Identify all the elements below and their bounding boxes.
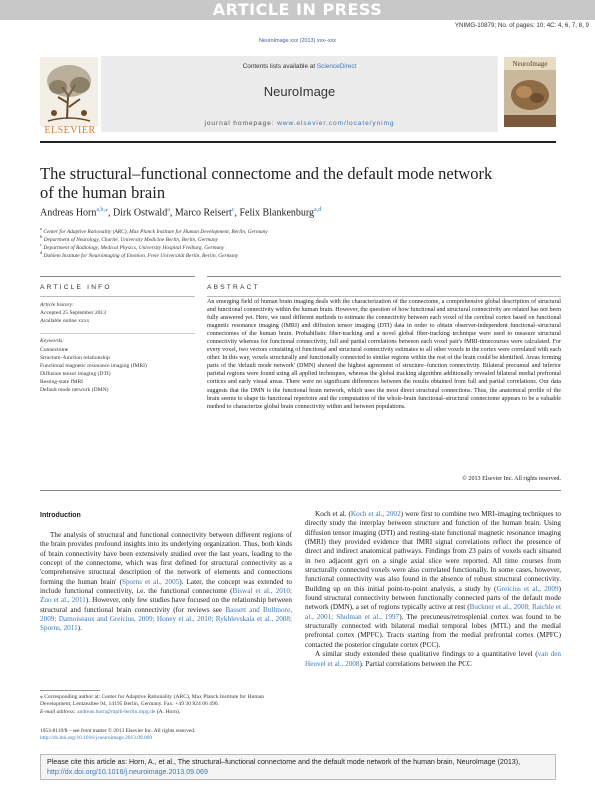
keywords-rule <box>40 333 195 334</box>
affiliation-mark: d <box>40 250 43 255</box>
issn-line: 1053-8119/$ – see front matter © 2013 Elsevier Inc. All rights reserved. <box>40 728 196 734</box>
affiliation-text: Department of Neurology, Charité, University Medicine Berlin, Berlin, Germany <box>42 236 218 243</box>
email-suffix: (A. Horn). <box>155 708 181 715</box>
affiliation-d <box>40 250 238 259</box>
paragraph-text: A similar study extended these qualitative findings to a quantitative level ( <box>315 650 538 659</box>
intro-right-column <box>305 510 561 669</box>
keyword-item: Default mode network (DMN) <box>40 387 109 393</box>
manuscript-id-line: YNIMG-10879; No. of pages: 10; 4C: 4, 6, 7, 8, 9 <box>454 22 589 29</box>
issn-doi-link[interactable]: http://dx.doi.org/10.1016/j.neuroimage.2013.09.069 <box>40 735 153 741</box>
affiliation-mark: b <box>40 234 43 239</box>
author-affiliation-mark[interactable]: c <box>231 207 235 213</box>
citation-link[interactable]: Greicius et al., 2009 <box>496 584 559 593</box>
paragraph-text: ). The precuneus/retrosplenial cortex was found to be structurally connected with bilateral medial temporal lobes (MTL) and the medial prefrontal cortex (MPFC). Tracts starting from the medial prefrontal cortex (MPFC) contacted the posterior cingulate cortex (PCC). <box>305 612 561 649</box>
paragraph-text: ) found structural connectivity between functionally connected parts of the default mode network (DMN), a set of regions typically active at rest ( <box>305 584 561 612</box>
author-separator: , <box>169 207 175 219</box>
contents-line <box>101 63 498 70</box>
introduction-heading: Introduction <box>40 512 81 519</box>
article-info-rule <box>40 296 195 297</box>
paragraph-text: ). However, only few studies have focused on the relationship between structural and functional brain connectivity (for reviews see <box>40 596 292 614</box>
intro-left-column <box>40 531 292 634</box>
history-label: Article history: <box>40 302 75 308</box>
homepage-prefix: journal homepage: <box>204 120 278 127</box>
paragraph-text: ) were first to combine two MRI-imaging techniques to directly study the interplay between structure and function of the human brain. Using diffusion tensor imaging (DTI) and resting-state functional magnetic resonance imaging (fMRI) they provided evidence that fMRI signal correlations reflect the presence of direct and indirect anatomical pathways. Findings from 23 pairs of voxels each situated in two adjacent gyri on a single axial slice were reported. All time courses from structurally connected voxels were also correlated functionally. In some cases, however, functional connectivity was also found in the absence of robust structural connectivity. Building up on this initial point-to-point analysis, a study by ( <box>305 510 561 593</box>
article-in-press-banner: ARTICLE IN PRESS <box>0 0 595 20</box>
author-separator: , <box>234 207 240 219</box>
citation-link[interactable]: van den Heuvel et al., 2008 <box>305 650 561 668</box>
cite-text: Please cite this article as: Horn, A., et al., The structural–functional connectome and the default mode network of the human brain, NeuroImage (2013), <box>47 758 521 766</box>
article-title: The structural–functional connectome and the default mode network of the human brain <box>40 164 493 202</box>
abstract-rule-top <box>207 276 561 277</box>
abstract-copyright: © 2013 Elsevier Inc. All rights reserved. <box>462 476 561 482</box>
available-online: Available online xxxx <box>40 318 90 324</box>
keyword-item: Structure–function relationship <box>40 355 110 361</box>
sciencedirect-link[interactable]: ScienceDirect <box>316 63 357 70</box>
affiliation-text: Dahlem Institute for Neuroimaging of Emotion, Freie Universität Berlin, Berlin, Germany <box>42 252 239 259</box>
author-name: Marco Reisert <box>174 207 232 219</box>
corresponding-author-footnote <box>40 694 292 716</box>
keyword-item: Resting-state fMRI <box>40 379 84 385</box>
abstract-rule-bottom <box>40 490 561 491</box>
citation-link[interactable]: Sporns et al., 2005 <box>121 577 180 586</box>
author-affiliation-mark[interactable]: a <box>167 207 170 213</box>
citation-link[interactable]: Biswal et al., 2010; Zuo et al., 2011 <box>40 587 292 605</box>
elsevier-wordmark: ELSEVIER <box>44 125 96 136</box>
journal-name: NeuroImage <box>263 84 336 99</box>
paragraph <box>305 650 561 669</box>
paragraph-text: ). <box>77 624 82 633</box>
paragraph-text: The analysis of structural and functional connectivity between different regions of the brain provides profound insights into its underlying organization. Thus, both kinds of brain connectivity have been extensively studied over the last years, leading to the concept of the connectome, which was first defined for structural connectivity as a 'comprehensive structural description of the network of elements and connections forming the human brain' ( <box>40 531 292 586</box>
paragraph-text: ). Partial correlations between the PCC <box>359 659 472 668</box>
header-divider <box>40 141 556 143</box>
article-info-heading: ARTICLE INFO <box>40 284 112 291</box>
author-list <box>40 206 321 218</box>
citation-link[interactable]: Koch et al., 2002 <box>350 510 401 518</box>
paragraph <box>305 510 561 650</box>
journal-homepage-link[interactable]: www.elsevier.com/locate/ynimg <box>277 120 395 127</box>
cite-this-article-box <box>40 754 556 780</box>
author-affiliation-mark[interactable]: a,d <box>314 207 322 213</box>
author-name: Andreas Horn <box>40 207 97 219</box>
abstract-rule <box>207 296 561 297</box>
affiliation-text: Department of Radiology, Medical Physics, University Hospital Freiburg, Germany <box>42 244 225 251</box>
footnote-text: Corresponding author at: Center for Adaptive Rationality (ARC), Max Planck Institute for Human Development, Lentzeallee 94, 14195 Berlin, Germany. Fax: +49 30 824 06 490. <box>40 694 265 708</box>
affiliation-mark: a <box>40 226 42 231</box>
citation-link[interactable]: Bassett and Bullmore, 2009; Damoiseaux and Greicius, 2009; Honey et al., 2010; Rykhlevskaia et al., 2008; Sporns, 2011 <box>40 605 292 633</box>
author-name: Felix Blankenburg <box>239 207 315 219</box>
author-separator: , <box>108 207 114 219</box>
cover-title: NeuroImage <box>512 60 548 68</box>
author-affiliation-mark[interactable]: a,b,⁎ <box>96 207 109 213</box>
footnote-mark: ⁎ <box>40 694 43 700</box>
keyword-item: Functional magnetic resonance imaging (fMRI) <box>40 363 147 369</box>
article-info-rule-top <box>40 276 195 277</box>
keywords-label: Keywords: <box>40 338 65 344</box>
abstract-heading: ABSTRACT <box>207 284 260 291</box>
author-name: Dirk Ostwald <box>113 207 168 219</box>
affiliation-text: Center for Adaptive Rationality (ARC), Max Planck Institute for Human Development, Berlin, Germany <box>42 228 268 235</box>
paragraph <box>40 531 292 634</box>
email-label: E-mail address: <box>40 708 78 715</box>
paragraph-text: ). Later, the concept was extended to include functional connectivity, i.e. the functional connectome ( <box>40 577 293 596</box>
paragraph-text: Koch et al. ( <box>315 510 351 518</box>
contents-prefix: Contents lists available at <box>242 63 317 70</box>
accepted-date: Accepted 25 September 2013 <box>40 310 107 316</box>
journal-citation-line: NeuroImage xxx (2013) xxx–xxx <box>259 38 336 44</box>
journal-homepage-line <box>101 120 498 127</box>
elsevier-tree-logo-icon <box>40 57 98 127</box>
author-email-link[interactable]: andreas.horn@mpib-berlin.mpg.de <box>77 708 156 715</box>
issn-block <box>40 728 292 742</box>
keyword-item: Diffusion tensor imaging (DTI) <box>40 371 111 377</box>
footnote-rule <box>40 690 100 691</box>
citation-link[interactable]: Buckner et al., 2008; Raichle et al., 2001; Shulman et al., 1997 <box>305 603 561 621</box>
keyword-item: Connectome <box>40 347 69 353</box>
abstract-text: An emerging field of human brain imaging deals with the characterization of the connectome, a comprehensive global description of structural and functional connectivity within the human brain. However, the question of how functional and structural connectivity are related has not been fully answered yet. Here, we used different methods to estimate the connectivity between each voxel of the cerebral cortex based on functional magnetic resonance imaging (fMRI) and diffusion tensor imaging (DTI) data in order to obtain observer-independent functional–structural connectomes of the human brain. Probabilistic fiber-tracking and a novel global fiber-tracking technique were used to measure structural connectivity whereas for functional connectivity, full and partial correlations between each voxel pair's fMRI-timecourses were calculated. For every voxel, two vectors consisting of functional and structural connectivity estimates to all other voxels in the cortex were correlated with each other. In this way, voxels structurally and functionally connected to similar regions within the rest of the brain could be identified. Areas forming parts of the 'default mode network' (DMN) showed the highest agreement of structure–function connectivity. Bilateral precuneal and inferior parietal regions were found using all applied techniques, whereas the global tracking algorithm additionally revealed bilateral medial prefrontal cortices and early visual areas. There were no significant differences between the results obtained from full and partial correlations. Our data suggests that the DMN is the functional brain network, which uses the most direct structural connections. Thus, the anatomical profile of the brain seems to shape its functional repertoire and the computation of the whole-brain functional–structural connectome appears to be a valuable method to characterize global brain connectivity within and between populations. <box>207 299 561 410</box>
cite-doi-link[interactable]: http://dx.doi.org/10.1016/j.neuroimage.2013.09.069 <box>47 768 208 776</box>
affiliation-mark: c <box>40 242 42 247</box>
journal-cover-icon <box>504 57 556 127</box>
